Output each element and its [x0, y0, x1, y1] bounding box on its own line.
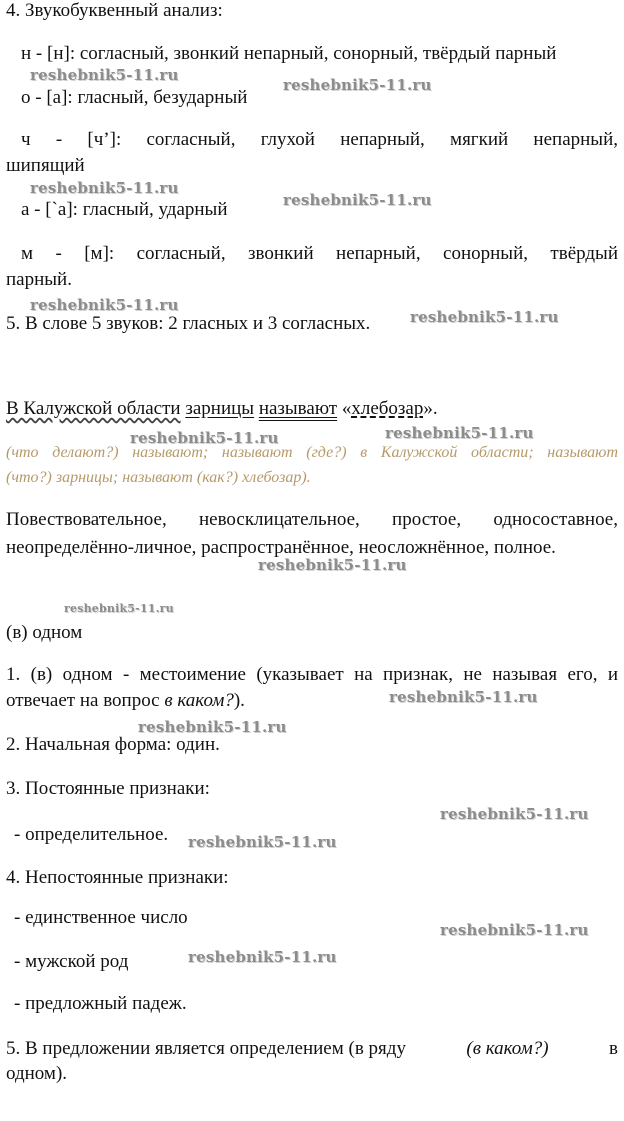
- morph-p5-text: 5. В предложении является определением (в ряду: [6, 1038, 406, 1059]
- analysis-m-line2: парный.: [6, 269, 72, 290]
- sentence-characteristics-line2: неопределённо-личное, распространённое, неосложнённое, полное.: [6, 537, 556, 558]
- watermark: reshebnik5-11.ru: [385, 424, 534, 442]
- sentence-characteristics-line1: Повествовательное, невосклицательное, простое, односоставное,: [6, 509, 618, 530]
- analysis-heading: 4. Звукобуквенный анализ:: [6, 0, 223, 21]
- analysis-a: а - [`а]: гласный, ударный: [21, 199, 228, 220]
- analysis-ch-line2: шипящий: [6, 155, 85, 176]
- morph-p1-line1: 1. (в) одном - местоимение (указывает на признак, не называя его, и: [6, 664, 618, 685]
- morph-p3: 3. Постоянные признаки:: [6, 778, 210, 799]
- watermark: reshebnik5-11.ru: [440, 921, 589, 939]
- morph-p1-question: в каком?: [164, 690, 234, 711]
- watermark: reshebnik5-11.ru: [30, 179, 179, 197]
- sentence-quote-close: ».: [423, 398, 438, 419]
- morph-p2: 2. Начальная форма: один.: [6, 734, 220, 755]
- morph-p1-text: отвечает на вопрос: [6, 690, 165, 711]
- analysis-n: н - [н]: согласный, звонкий непарный, сонорный, твёрдый парный: [21, 43, 557, 64]
- morph-p5-line2: одном).: [6, 1063, 68, 1084]
- watermark: reshebnik5-11.ru: [138, 718, 287, 736]
- watermark: reshebnik5-11.ru: [440, 805, 589, 823]
- sentence-object-quoted: хлебозар: [351, 398, 424, 419]
- sentence-predicate: называют: [258, 398, 338, 419]
- morph-p1-end: ).: [233, 690, 245, 711]
- morph-p1-line2: [6, 690, 245, 712]
- watermark: reshebnik5-11.ru: [283, 191, 432, 209]
- sentence-example-line2: (что?) зарницы; называют (как?) хлебозар).: [6, 469, 311, 486]
- morph-word: (в) одном: [6, 622, 83, 643]
- watermark: reshebnik5-11.ru: [30, 296, 179, 314]
- morph-p5-end: в: [609, 1038, 618, 1059]
- sentence-quote-open: «: [341, 398, 352, 419]
- watermark: reshebnik5-11.ru: [283, 76, 432, 94]
- sentence-object: зарницы: [185, 398, 255, 419]
- watermark: reshebnik5-11.ru: [30, 66, 179, 84]
- analysis-ch-line1: ч - [ч’]: согласный, глухой непарный, мягкий непарный,: [21, 129, 618, 150]
- watermark: reshebnik5-11.ru: [410, 308, 559, 326]
- morph-p5-line1: [6, 1038, 618, 1060]
- morph-p4-item1: - единственное число: [14, 907, 188, 928]
- morph-p5-question: (в каком?): [466, 1038, 549, 1059]
- analysis-m-line1: м - [м]: согласный, звонкий непарный, сонорный, твёрдый: [21, 243, 618, 264]
- morph-p4: 4. Непостоянные признаки:: [6, 867, 229, 888]
- analysis-o: о - [а]: гласный, безударный: [21, 87, 248, 108]
- watermark: reshebnik5-11.ru: [188, 948, 337, 966]
- watermark: reshebnik5-11.ru: [389, 688, 538, 706]
- analysis-summary: 5. В слове 5 звуков: 2 гласных и 3 согласных.: [6, 313, 371, 334]
- watermark: reshebnik5-11.ru: [188, 833, 337, 851]
- watermark: reshebnik5-11.ru: [64, 602, 174, 615]
- morph-p4-item3: - предложный падеж.: [14, 993, 187, 1014]
- morph-p3-item: - определительное.: [14, 824, 169, 845]
- morph-p4-item2: - мужской род: [14, 951, 129, 972]
- sentence-adverbial: В Калужской области: [6, 398, 181, 419]
- watermark: reshebnik5-11.ru: [258, 556, 407, 574]
- watermark: reshebnik5-11.ru: [130, 429, 279, 447]
- sentence-text: [6, 398, 438, 420]
- sentence-example-line1: (что делают?) называют; называют (где?) в Калужской области; называют: [6, 444, 618, 461]
